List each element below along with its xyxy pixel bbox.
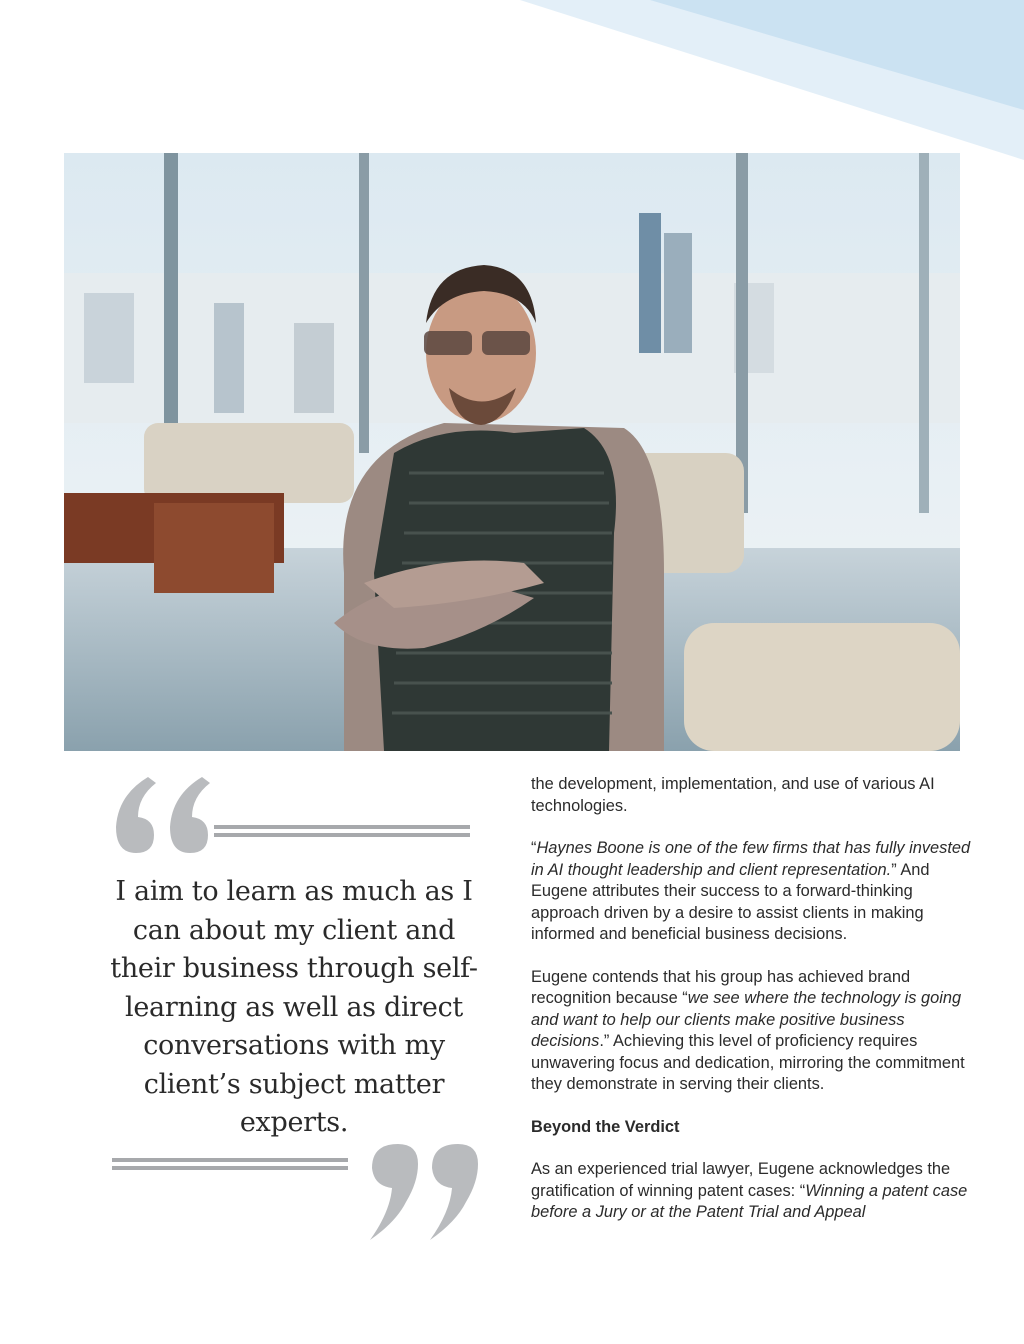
pull-quote-text: I aim to learn as much as I can about my client and their business through self-learning as well as direct conversations with my client’s subject matter experts. [110,876,478,1138]
paragraph-3 [531,967,971,1096]
quote-open-mark: “ [531,839,537,857]
quote-rule-bottom [112,1158,348,1172]
pull-quote-block [108,775,480,1245]
portrait-photo [64,153,960,751]
paragraph-1 [531,774,971,817]
paragraph-4 [531,1159,971,1224]
close-quote-icon [356,1142,480,1242]
paragraph-3-start: Eugene contends that his group has achieved brand recognition because “ [531,967,911,1007]
paragraph-2 [531,838,971,946]
paragraph-3-rest: .” Achieving this level of proficiency requires unwavering focus and dedication, mirroring the commitment they demonstrate in serving their clients. [531,1032,965,1093]
paragraph-4-start: As an experienced trial lawyer, Eugene acknowledges the gratification of winning patent cases: “ [531,1160,951,1200]
paragraph-2-quote: Haynes Boone is one of the few firms that has fully invested in AI thought leadership and client representation. [531,839,971,879]
section-heading: Beyond the Verdict [531,1117,680,1136]
article-column [531,774,971,1245]
quote-close-mark: ” [891,860,897,879]
corner-decoration [0,0,1024,160]
paragraph-2-text: And Eugene attributes their success to a forward-thinking approach driven by a desire to assist clients in making informed and beneficial business decisions. [531,860,930,943]
paragraph-1-text: the development, implementation, and use of various AI technologies. [531,775,935,815]
paragraph-3-quote: we see where the technology is going and want to help our clients make positive business decisions [531,989,962,1050]
quote-rule-top [214,825,470,839]
open-quote-icon [108,775,212,857]
paragraph-4-quote: Winning a patent case before a Jury or at the Patent Trial and Appeal [531,1181,968,1221]
